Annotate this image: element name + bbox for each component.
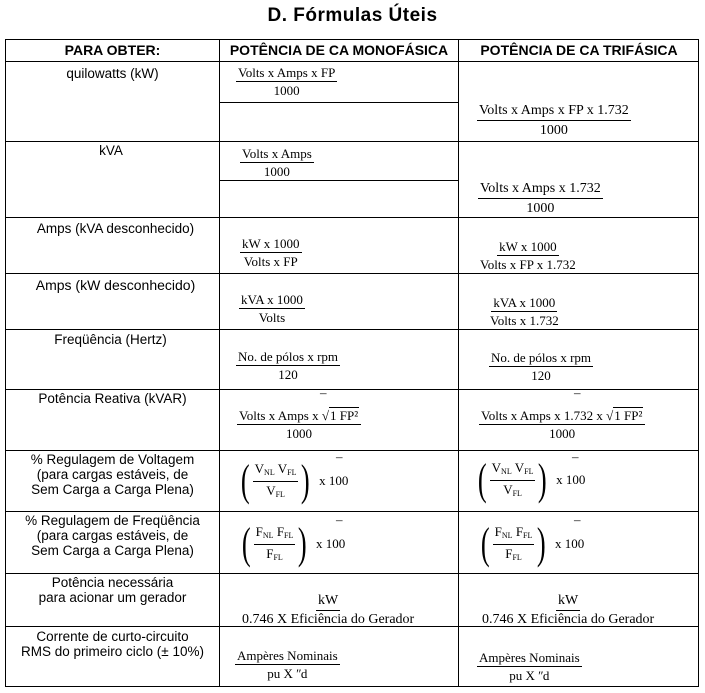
numerator: Volts x Amps x FP x 1.732 xyxy=(477,102,631,121)
header-divider xyxy=(6,61,698,62)
page-title: D. Fórmulas Úteis xyxy=(267,5,438,26)
denominator: $F_{FL}$ xyxy=(266,545,283,562)
sqrt-sign: √1 FP² xyxy=(606,408,643,423)
denominator: Volts xyxy=(258,310,286,325)
numerator: kW x 1000 xyxy=(499,239,557,254)
formula-amps-kw-tri xyxy=(490,295,559,328)
row-divider xyxy=(6,141,698,142)
formula-kva-tri xyxy=(478,180,603,217)
denominator: $F_{FL}$ xyxy=(505,545,522,562)
numerator: Volts x Amps xyxy=(242,146,312,161)
row-divider xyxy=(6,329,698,330)
header-trifasica: POTÊNCIA DE CA TRIFÁSICA xyxy=(480,42,678,58)
row-divider xyxy=(6,273,698,274)
numerator: $F_{NL}$ $F_{FL}$ xyxy=(254,524,296,545)
numerator: kVA x 1000 xyxy=(493,295,556,310)
formula-kw-mono xyxy=(236,65,337,98)
denominator: 1000 xyxy=(539,123,568,138)
denominator: 0.746 X Eficiência do Gerador xyxy=(242,612,415,627)
numerator: kW xyxy=(556,593,580,611)
formula-frequency-regulation-tri: ( $\frac{F_{NL} F_{FL}}{F_{FL}}$ ) x 100 xyxy=(480,519,585,568)
denominator: pu X ʺd xyxy=(267,666,308,681)
numerator: kW xyxy=(316,593,340,611)
numerator: No. de pólos x rpm xyxy=(238,349,339,364)
row-divider xyxy=(6,450,698,451)
label-amps-kva: Amps (kVA desconhecido) xyxy=(36,221,195,236)
label-kvar: Potência Reativa (kVAR) xyxy=(38,391,187,406)
numerator: Volts x Amps x FP xyxy=(238,65,336,80)
formula-amps-kva-mono xyxy=(240,236,302,269)
denominator: Volts x FP xyxy=(243,254,298,269)
numerator: kVA x 1000 xyxy=(241,292,303,307)
numerator: Volts x Amps x 1.732 x √1 FP² xyxy=(479,408,645,425)
label-generator-power: Potência necessária para acionar um gerador xyxy=(38,575,187,605)
denominator: 1000 xyxy=(526,201,555,216)
formula-short-circuit-mono xyxy=(235,648,340,681)
numerator: Volts x Amps x 1.732 xyxy=(478,180,603,199)
label-kva: kVA xyxy=(99,143,123,158)
overbar-mark: – xyxy=(572,449,579,464)
overbar-mark: – xyxy=(574,385,581,400)
overbar-mark: – xyxy=(320,385,327,400)
formula-kvar-tri xyxy=(479,408,645,441)
row-divider xyxy=(6,389,698,390)
numerator: $F_{NL}$ $F_{FL}$ xyxy=(493,524,535,545)
sub-divider xyxy=(219,180,458,181)
header-para-obter: PARA OBTER: xyxy=(64,42,161,58)
column-divider xyxy=(219,40,220,686)
denominator: Volts x FP x 1.732 xyxy=(480,257,576,272)
numerator: $V_{NL}$ $V_{FL}$ xyxy=(490,460,536,481)
overbar-mark: – xyxy=(574,512,581,527)
sub-divider xyxy=(219,102,458,103)
overbar-mark: – xyxy=(336,449,343,464)
denominator: 1000 xyxy=(273,83,300,98)
denominator: $V_{FL}$ xyxy=(503,481,522,498)
label-short-circuit: Corrente de curto-circuito RMS do primeiro ciclo (± 10%) xyxy=(21,629,204,659)
numerator: Ampères Nominais xyxy=(479,650,580,665)
label-amps-kw: Amps (kW desconhecido) xyxy=(35,277,196,293)
formula-voltage-regulation-mono: ( $\frac{V_{NL} V_{FL}}{V_{FL}}$ ) x 100 xyxy=(240,456,349,505)
numerator: $V_{NL}$ $V_{FL}$ xyxy=(253,461,299,482)
formula-frequency-tri xyxy=(489,350,593,383)
formula-amps-kw-mono xyxy=(239,292,305,325)
denominator: 0.746 X Eficiência do Gerador xyxy=(482,612,655,627)
overbar-mark: – xyxy=(336,512,343,527)
formula-kva-mono xyxy=(240,146,314,179)
denominator: $V_{FL}$ xyxy=(266,482,285,499)
row-divider xyxy=(6,573,698,574)
denominator: 120 xyxy=(278,367,298,382)
numerator: kW x 1000 xyxy=(242,236,300,251)
label-frequency-regulation: % Regulagem de Freqüência (para cargas estáveis, de Sem Carga a Carga Plena) xyxy=(25,513,200,558)
formula-generator-power-tri xyxy=(482,593,654,628)
label-frequency: Freqüência (Hertz) xyxy=(54,332,167,347)
sqrt-sign: √1 FP² xyxy=(321,408,359,423)
denominator: 1000 xyxy=(286,426,313,441)
numerator: Volts x Amps x √1 FP² xyxy=(237,408,361,425)
formula-short-circuit-tri xyxy=(477,650,582,683)
formulas-table xyxy=(5,39,699,687)
label-voltage-regulation: % Regulagem de Voltagem (para cargas estáveis, de Sem Carga a Carga Plena) xyxy=(30,452,195,497)
formula-kw-tri xyxy=(477,102,631,139)
denominator: 120 xyxy=(531,368,551,383)
formula-amps-kva-tri xyxy=(480,239,576,272)
column-divider xyxy=(458,40,459,686)
row-divider xyxy=(6,217,698,218)
header-monofasica: POTÊNCIA DE CA MONOFÁSICA xyxy=(229,42,449,58)
formula-kvar-mono xyxy=(237,408,361,441)
formula-frequency-mono xyxy=(236,349,340,382)
numerator: Ampères Nominais xyxy=(237,648,338,663)
numerator: No. de pólos x rpm xyxy=(491,350,592,365)
formula-frequency-regulation-mono: ( $\frac{F_{NL} F_{FL}}{F_{FL}}$ ) x 100 xyxy=(241,519,346,568)
label-kw: quilowatts (kW) xyxy=(66,66,159,81)
denominator: Volts x 1.732 xyxy=(490,313,559,328)
denominator: 1000 xyxy=(263,164,290,179)
formula-generator-power-mono xyxy=(242,593,414,628)
row-divider xyxy=(6,511,698,512)
denominator: 1000 xyxy=(549,426,576,441)
formula-voltage-regulation-tri: ( $\frac{V_{NL} V_{FL}}{V_{FL}}$ ) x 100 xyxy=(477,455,586,504)
denominator: pu X ʺd xyxy=(509,668,550,683)
